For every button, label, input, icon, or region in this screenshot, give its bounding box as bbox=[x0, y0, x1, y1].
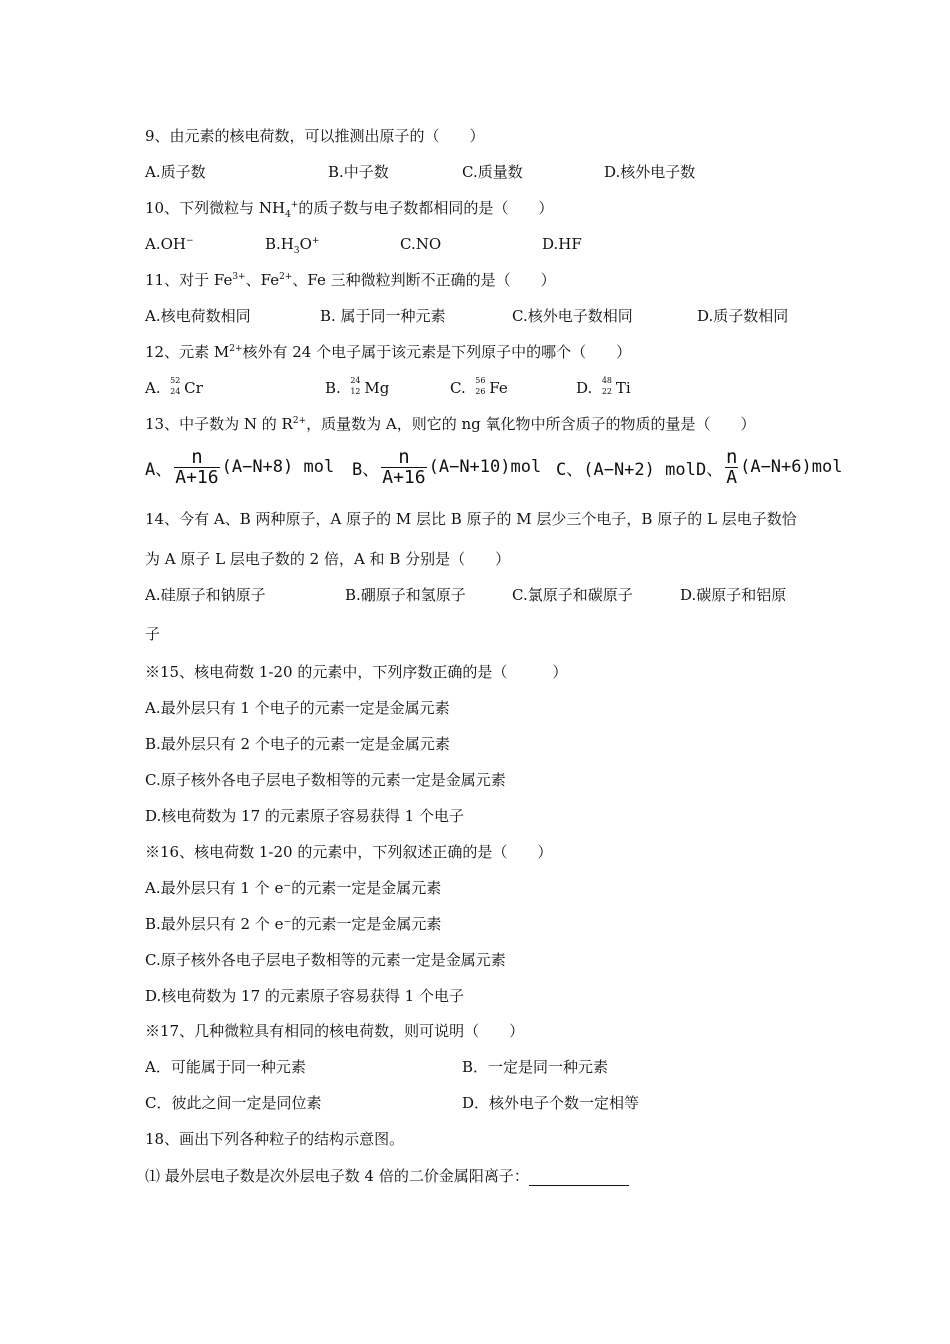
q9-option-d: D.核外电子数 bbox=[604, 163, 696, 181]
answer-blank[interactable] bbox=[529, 1169, 629, 1186]
q18-part-1: ⑴ 最外层电子数是次外层电子数 4 倍的二价金属阳离子： bbox=[145, 1166, 629, 1186]
q10-option-d: D.HF bbox=[542, 235, 582, 253]
q10-option-c: C.NO bbox=[400, 235, 442, 253]
q18-stem: 18、画出下列各种粒子的结构示意图。 bbox=[145, 1130, 405, 1148]
q14-stem-line1: 14、今有 A、B 两种原子，A 原子的 M 层比 B 原子的 M 层少三个电子，B 原子的 L 层电子数恰 bbox=[145, 510, 797, 528]
q12-stem: 12、元素 $M^{2+}$核外有 24 个电子属于该元素是下列原子中的哪个（ ） bbox=[145, 343, 632, 361]
q14-stem-line2: 为 A 原子 L 层电子数的 2 倍，A 和 B 分别是（ ） bbox=[145, 550, 511, 568]
q14-option-b: B.硼原子和氢原子 bbox=[345, 586, 466, 604]
q13-option-c: C、(A−N+2) mol bbox=[556, 459, 696, 480]
fraction: $\frac{n}{A}$ bbox=[725, 445, 738, 488]
q13-stem: 13、中子数为 N 的 $R^{2+}$，质量数为 A，则它的 ng 氧化物中所含质子的物质的量是（ ） bbox=[145, 415, 756, 433]
q14-option-c: C.氯原子和碳原子 bbox=[512, 586, 633, 604]
q15-option-b: B.最外层只有 2 个电子的元素一定是金属元素 bbox=[145, 735, 450, 753]
q17-stem: ※17、几种微粒具有相同的核电荷数，则可说明（ ） bbox=[145, 1022, 525, 1040]
q14-option-d: D.碳原子和铝原 bbox=[680, 586, 787, 604]
q12-option-d: D. 48 22 Ti bbox=[576, 376, 631, 397]
q17-option-c: C．彼此之间一定是同位素 bbox=[145, 1094, 322, 1112]
q16-option-b: B.最外层只有 2 个 e⁻的元素一定是金属元素 bbox=[145, 915, 442, 933]
q9-option-a: A.质子数 bbox=[145, 163, 206, 181]
q16-option-c: C.原子核外各电子层电子数相等的元素一定是金属元素 bbox=[145, 951, 506, 969]
q9-stem: 9、由元素的核电荷数，可以推测出原子的（ ） bbox=[145, 127, 485, 145]
q11-option-d: D.质子数相同 bbox=[697, 307, 789, 325]
fraction: $\frac{n}{A+16}$ bbox=[382, 445, 426, 488]
fraction: $\frac{n}{A+16}$ bbox=[175, 445, 219, 488]
q15-option-c: C.原子核外各电子层电子数相等的元素一定是金属元素 bbox=[145, 771, 506, 789]
q10-option-b: $B.H_3O^+$ bbox=[265, 235, 320, 256]
q15-stem: ※15、核电荷数 1-20 的元素中，下列序数正确的是（ ） bbox=[145, 663, 568, 681]
q9-option-c: C.质量数 bbox=[462, 163, 523, 181]
q10-stem: 10、下列微粒与 $NH_4^+$的质子数与电子数都相同的是（ ） bbox=[145, 199, 554, 220]
q11-stem: 11、对于 $Fe^{3+}$、$Fe^{2+}$、Fe 三种微粒判断不正确的是（ ） bbox=[145, 271, 556, 289]
q17-option-b: B．一定是同一种元素 bbox=[462, 1058, 609, 1076]
q16-option-d: D.核电荷数为 17 的元素原子容易获得 1 个电子 bbox=[145, 987, 464, 1005]
q14-option-a: A.硅原子和钠原子 bbox=[145, 586, 266, 604]
q13-option-b: B、 $\frac{n}{A+16}$ (A−N+10)mol bbox=[352, 445, 542, 488]
q9-option-b: B.中子数 bbox=[328, 163, 389, 181]
q14-option-d-continued: 子 bbox=[145, 625, 161, 643]
q12-option-b: B. 24 12 Mg bbox=[325, 376, 390, 397]
q15-option-d: D.核电荷数为 17 的元素原子容易获得 1 个电子 bbox=[145, 807, 464, 825]
q17-option-d: D．核外电子个数一定相等 bbox=[462, 1094, 640, 1112]
q17-option-a: A．可能属于同一种元素 bbox=[145, 1058, 306, 1076]
q11-option-a: A.核电荷数相同 bbox=[145, 307, 251, 325]
q13-option-a: A、 $\frac{n}{A+16}$ (A−N+8) mol bbox=[145, 445, 335, 488]
q15-option-a: A.最外层只有 1 个电子的元素一定是金属元素 bbox=[145, 699, 450, 717]
q13-option-d: D、 $\frac{n}{A}$ (A−N+6)mol bbox=[696, 445, 843, 488]
q10-option-a: A.OH− bbox=[145, 235, 194, 253]
q12-option-c: C. 56 26 Fe bbox=[450, 376, 508, 397]
q16-option-a: A.最外层只有 1 个 e⁻的元素一定是金属元素 bbox=[145, 879, 442, 897]
q12-option-a: A. 52 24 Cr bbox=[145, 376, 203, 397]
q11-option-c: C.核外电子数相同 bbox=[512, 307, 633, 325]
q16-stem: ※16、核电荷数 1-20 的元素中，下列叙述正确的是（ ） bbox=[145, 843, 553, 861]
q11-option-b: B. 属于同一种元素 bbox=[320, 307, 446, 325]
